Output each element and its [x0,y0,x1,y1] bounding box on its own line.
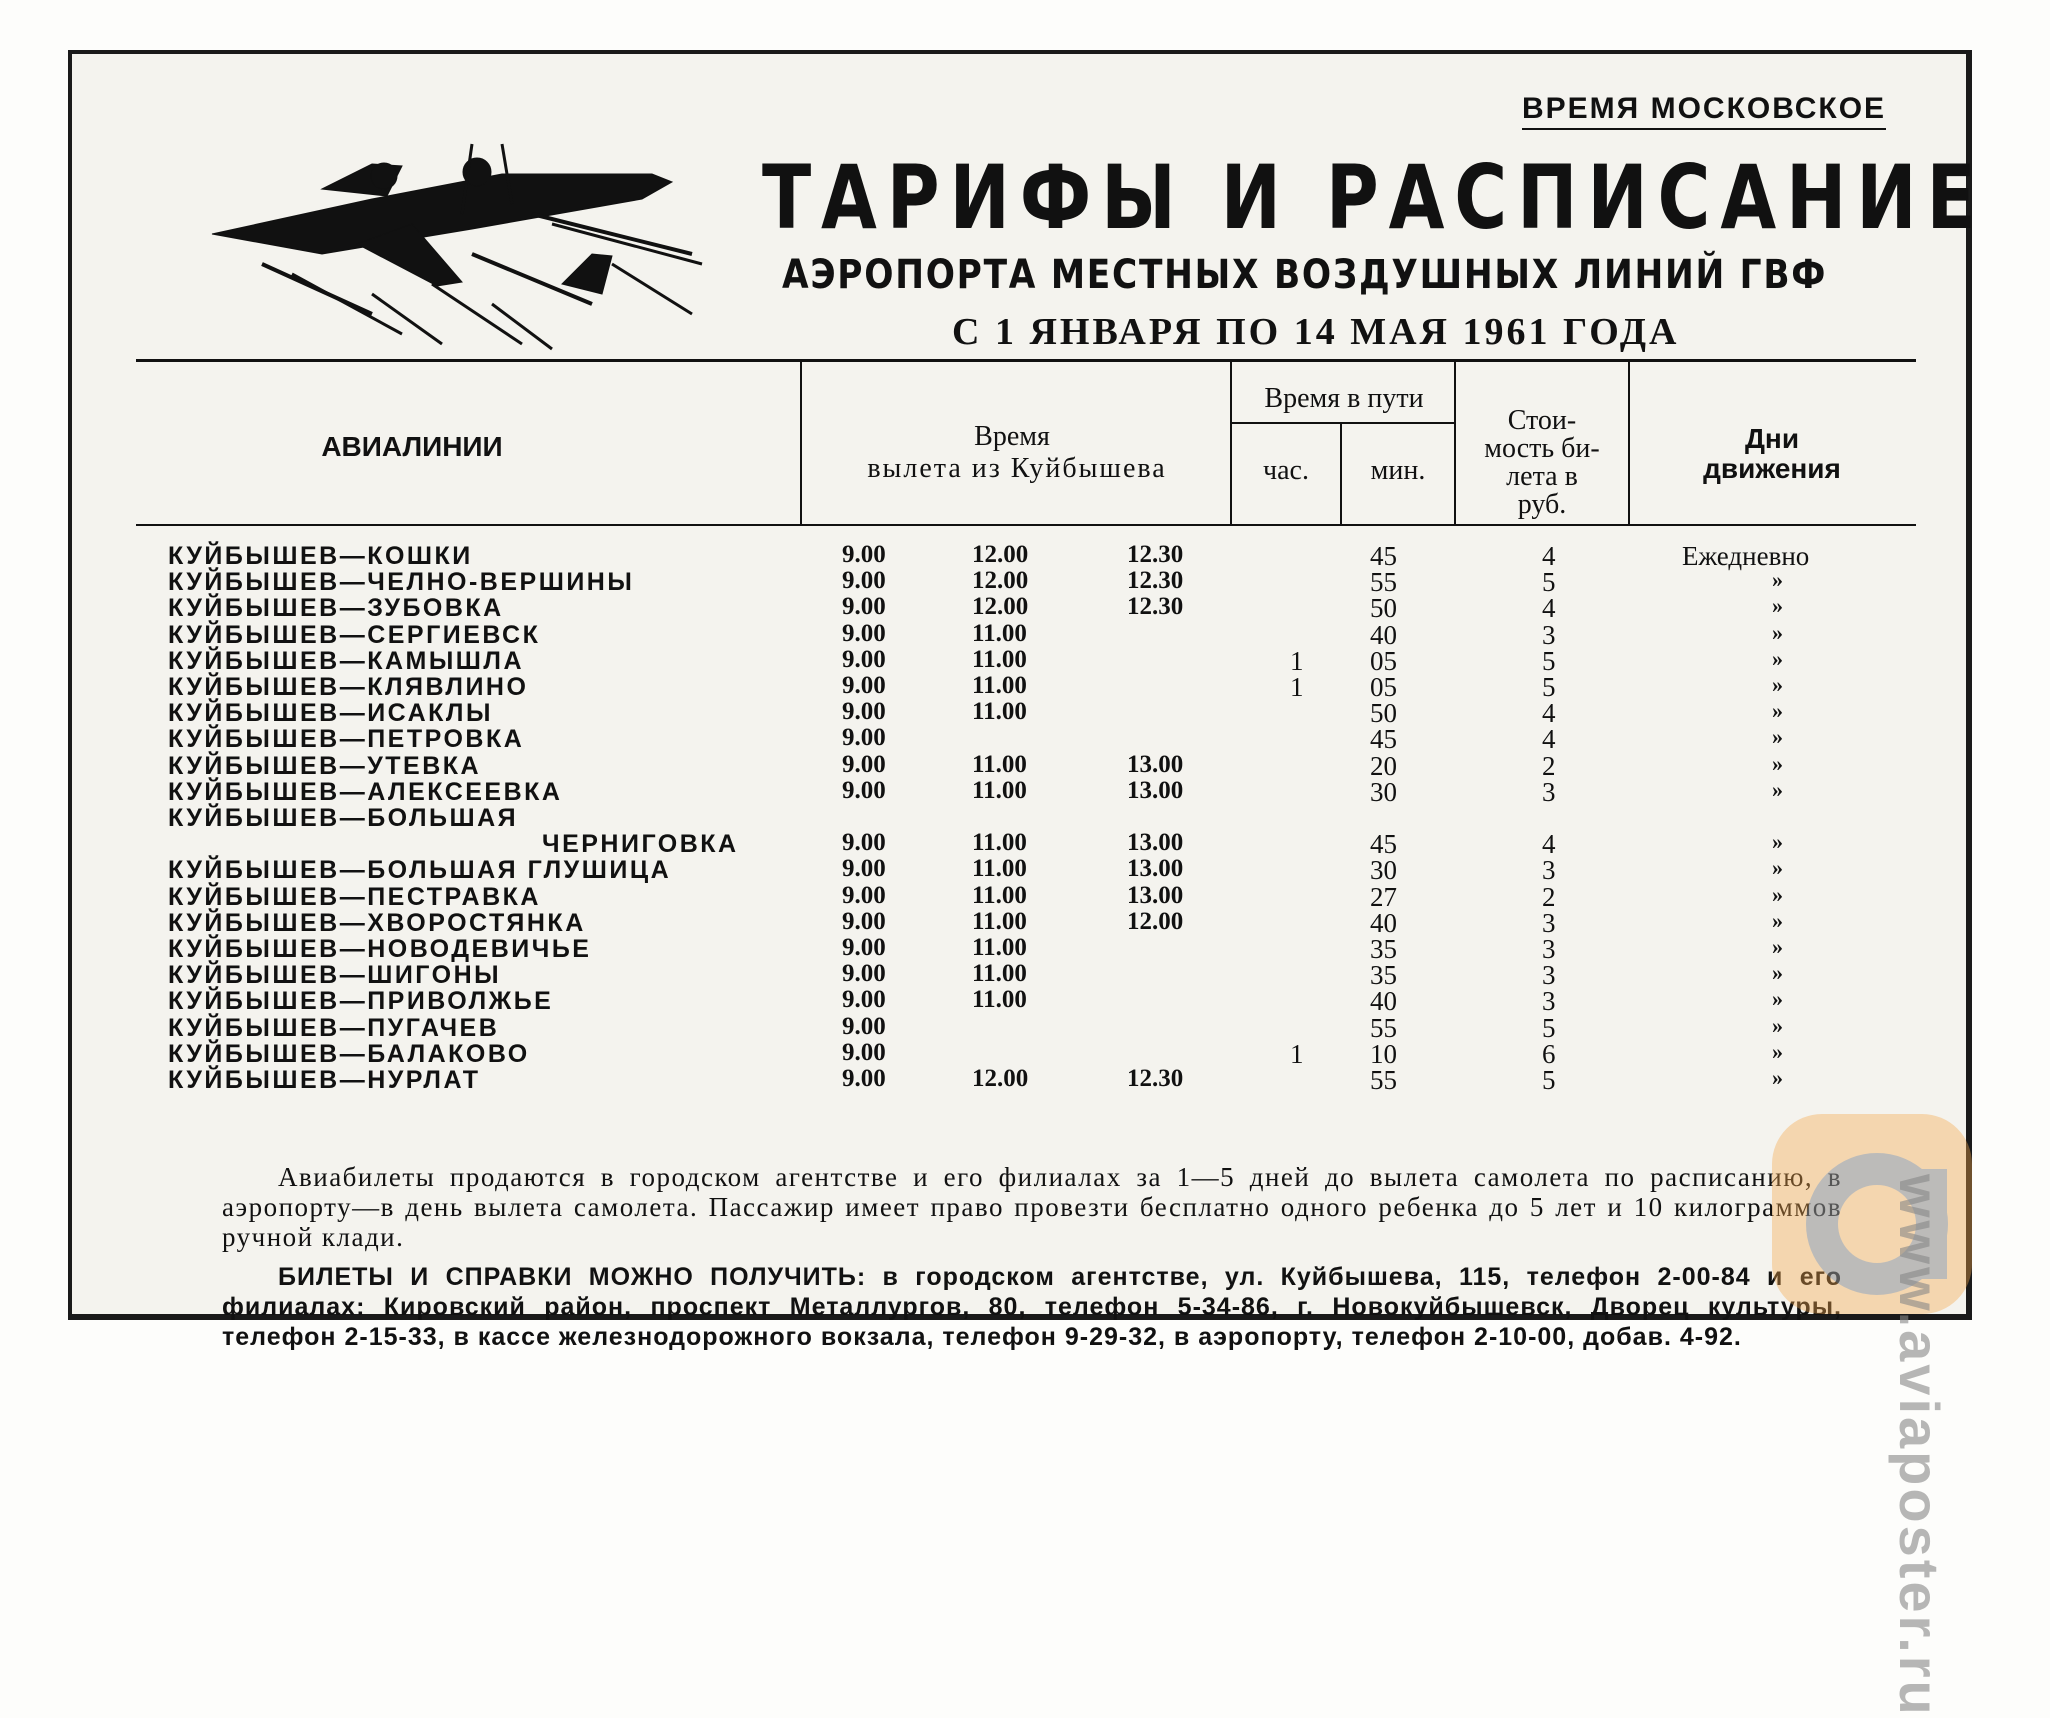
table-top-rule [136,359,1916,362]
route-name: КУЙБЫШЕВ—КЛЯВЛИНО [168,673,529,701]
operating-days: » [1772,777,1783,802]
schedule-period: С 1 ЯНВАРЯ ПО 14 МАЯ 1961 ГОДА [952,311,1680,353]
travel-minutes: 30 [1370,855,1397,885]
departure-time: 12.30 [1127,593,1184,620]
col-header-days-1: Дни [1744,423,1800,454]
col-header-departure-2: вылета из Куйбышева [867,453,1167,484]
route-name: КУЙБЫШЕВ—КАМЫШЛА [168,647,525,675]
operating-days: » [1772,646,1783,671]
departure-time: 9.00 [842,1013,886,1040]
ticket-price: 4 [1542,829,1556,859]
departure-time: 9.00 [842,751,886,778]
operating-days: » [1772,829,1783,854]
col-header-departure-1: Время [974,421,1050,452]
travel-minutes: 27 [1370,882,1397,912]
contacts-block [222,1262,1842,1352]
operating-days: » [1772,620,1783,645]
operating-days: » [1772,698,1783,723]
route-name: КУЙБЫШЕВ—ПЕТРОВКА [168,725,525,753]
departure-time: 12.00 [972,567,1029,594]
departure-time: 9.00 [842,541,886,568]
departure-time: 11.00 [972,620,1027,647]
col-header-price-3: лета в [1506,461,1578,492]
departure-time: 13.00 [1127,882,1184,909]
departure-time: 11.00 [972,882,1027,909]
departure-time: 11.00 [972,672,1027,699]
operating-days: » [1772,882,1783,907]
ticket-price: 4 [1542,541,1556,571]
ticket-price: 5 [1542,646,1556,676]
watermark-text: www.aviaposter.ru [1888,1174,1951,1718]
travel-minutes: 50 [1370,698,1397,728]
travel-minutes: 40 [1370,908,1397,938]
airplane-illustration [172,104,732,354]
ticket-price: 6 [1542,1039,1556,1069]
ticket-price: 4 [1542,698,1556,728]
col-header-days-2: движения [1703,453,1841,484]
departure-time: 9.00 [842,724,886,751]
ticket-price: 3 [1542,855,1556,885]
operating-days: » [1772,934,1783,959]
travel-minutes: 30 [1370,777,1397,807]
route-name: КУЙБЫШЕВ—ШИГОНЫ [168,961,502,989]
ticket-price: 3 [1542,777,1556,807]
col-header-travel-time: Время в пути [1264,383,1424,414]
departure-time: 9.00 [842,698,886,725]
travel-minutes: 55 [1370,1065,1397,1095]
page-title: ТАРИФЫ И РАСПИСАНИЕ [762,146,1986,249]
ticket-price: 3 [1542,908,1556,938]
travel-hours: 1 [1290,646,1304,676]
departure-time: 9.00 [842,829,886,856]
operating-days: » [1772,593,1783,618]
ticket-price: 5 [1542,567,1556,597]
route-name: КУЙБЫШЕВ—АЛЕКСЕЕВКА [168,778,563,806]
travel-minutes: 20 [1370,751,1397,781]
departure-time: 9.00 [842,777,886,804]
travel-minutes: 05 [1370,646,1397,676]
col-divider [800,359,802,524]
travel-minutes: 45 [1370,541,1397,571]
departure-time: 9.00 [842,986,886,1013]
ticket-price: 3 [1542,620,1556,650]
operating-days: » [1772,1039,1783,1064]
route-name: КУЙБЫШЕВ—УТЕВКА [168,752,482,780]
departure-time: 13.00 [1127,829,1184,856]
ticket-price: 2 [1542,882,1556,912]
operating-days: Ежедневно [1682,541,1810,571]
page-subtitle: АЭРОПОРТА МЕСТНЫХ ВОЗДУШНЫХ ЛИНИЙ ГВФ [782,252,1828,298]
col-header-price-2: мость би- [1484,433,1600,464]
travel-minutes: 40 [1370,620,1397,650]
operating-days: » [1772,986,1783,1011]
col-header-price-1: Стои- [1507,405,1577,436]
route-name: КУЙБЫШЕВ—НУРЛАТ [168,1066,481,1094]
route-name: ЧЕРНИГОВКА [542,830,739,858]
ticket-sales-text: Авиабилеты продаются в городском агентстве и его филиалах за 1—5 дней до вылета самолета по расписанию, в аэропорту—в день вылета самолета. Пассажир имеет право провезти бесплатно одного ребенка до 5 лет и 10 килограммов ручной клади. [222,1162,1842,1252]
route-name: КУЙБЫШЕВ—КОШКИ [168,542,473,570]
ticket-price: 3 [1542,934,1556,964]
operating-days: » [1772,672,1783,697]
departure-time: 13.00 [1127,777,1184,804]
col-divider [1230,359,1232,524]
travel-minutes: 50 [1370,593,1397,623]
ticket-price: 2 [1542,751,1556,781]
route-name: КУЙБЫШЕВ—ЧЕЛНО-ВЕРШИНЫ [168,568,635,596]
route-name: КУЙБЫШЕВ—ИСАКЛЫ [168,699,493,727]
route-name: КУЙБЫШЕВ—НОВОДЕВИЧЬЕ [168,935,592,963]
departure-time: 12.30 [1127,567,1184,594]
departure-time: 9.00 [842,593,886,620]
departure-time: 12.00 [972,1065,1029,1092]
travel-minutes: 55 [1370,567,1397,597]
departure-time: 9.00 [842,960,886,987]
operating-days: » [1772,567,1783,592]
ticket-price: 4 [1542,593,1556,623]
travel-minutes: 35 [1370,934,1397,964]
departure-time: 11.00 [972,777,1027,804]
col-header-hours: час. [1263,455,1309,486]
travel-hours: 1 [1290,672,1304,702]
route-name: КУЙБЫШЕВ—БОЛЬШАЯ [168,804,519,832]
route-name: КУЙБЫШЕВ—СЕРГИЕВСК [168,621,541,649]
departure-time: 9.00 [842,855,886,882]
departure-time: 9.00 [842,934,886,961]
departure-time: 9.00 [842,908,886,935]
col-divider [1454,359,1456,524]
col-header-routes: АВИАЛИНИИ [321,431,503,462]
departure-time: 11.00 [972,960,1027,987]
operating-days: » [1772,960,1783,985]
departure-time: 11.00 [972,646,1027,673]
departure-time: 12.30 [1127,1065,1184,1092]
travel-minutes: 35 [1370,960,1397,990]
departure-time: 9.00 [842,1065,886,1092]
operating-days: » [1772,855,1783,880]
travel-minutes: 40 [1370,986,1397,1016]
route-name: КУЙБЫШЕВ—ХВОРОСТЯНКА [168,909,586,937]
ticket-price: 3 [1542,986,1556,1016]
travel-minutes: 45 [1370,829,1397,859]
col-divider [1340,424,1342,524]
operating-days: » [1772,1013,1783,1038]
departure-time: 9.00 [842,882,886,909]
departure-time: 12.00 [972,541,1029,568]
departure-time: 12.30 [1127,541,1184,568]
route-name: КУЙБЫШЕВ—ПЕСТРАВКА [168,883,541,911]
ticket-price: 5 [1542,1013,1556,1043]
operating-days: » [1772,724,1783,749]
ticket-price: 5 [1542,672,1556,702]
departure-time: 11.00 [972,934,1027,961]
route-name: КУЙБЫШЕВ—ПРИВОЛЖЬЕ [168,987,554,1015]
departure-time: 12.00 [972,593,1029,620]
departure-time: 13.00 [1127,855,1184,882]
col-divider [1628,359,1630,524]
ticket-sales-note [222,1162,1842,1252]
travel-minutes: 45 [1370,724,1397,754]
travel-minutes: 05 [1370,672,1397,702]
header-bottom-rule [136,524,1916,526]
col-header-price-4: руб. [1517,489,1567,520]
travel-time-rule [1232,422,1454,424]
route-name: КУЙБЫШЕВ—БОЛЬШАЯ ГЛУШИЦА [168,856,672,884]
col-header-minutes: мин. [1370,455,1426,486]
route-name: КУЙБЫШЕВ—БАЛАКОВО [168,1040,530,1068]
ticket-price: 4 [1542,724,1556,754]
travel-minutes: 10 [1370,1039,1397,1069]
travel-hours: 1 [1290,1039,1304,1069]
departure-time: 11.00 [972,986,1027,1013]
departure-time: 13.00 [1127,751,1184,778]
departure-time: 9.00 [842,620,886,647]
departure-time: 11.00 [972,908,1027,935]
ticket-price: 3 [1542,960,1556,990]
departure-time: 12.00 [1127,908,1184,935]
departure-time: 9.00 [842,1039,886,1066]
route-name: КУЙБЫШЕВ—ПУГАЧЕВ [168,1014,500,1042]
operating-days: » [1772,751,1783,776]
departure-time: 9.00 [842,567,886,594]
departure-time: 9.00 [842,646,886,673]
route-name: КУЙБЫШЕВ—ЗУБОВКА [168,594,504,622]
operating-days: » [1772,1065,1783,1090]
departure-time: 9.00 [842,672,886,699]
schedule-sheet [68,50,1986,1718]
moscow-time-label: ВРЕМЯ МОСКОВСКОЕ [1522,92,1886,130]
departure-time: 11.00 [972,698,1027,725]
departure-time: 11.00 [972,855,1027,882]
travel-minutes: 55 [1370,1013,1397,1043]
departure-time: 11.00 [972,751,1027,778]
operating-days: » [1772,908,1783,933]
ticket-price: 5 [1542,1065,1556,1095]
contacts-text: БИЛЕТЫ И СПРАВКИ МОЖНО ПОЛУЧИТЬ: в городском агентстве, ул. Куйбышева, 115, телефон 2-00-84 и его филиалах: Кировский район, проспект Металлургов, 80, телефон 5-34-86, г. Новокуйбышевск, Дворец культуры, телефон 2-15-33, в кассе железнодорожного вокзала, телефон 9-29-32, в аэропорту, телефон 2-10-00, добав. 4-92. [222,1263,1842,1351]
departure-time: 11.00 [972,829,1027,856]
